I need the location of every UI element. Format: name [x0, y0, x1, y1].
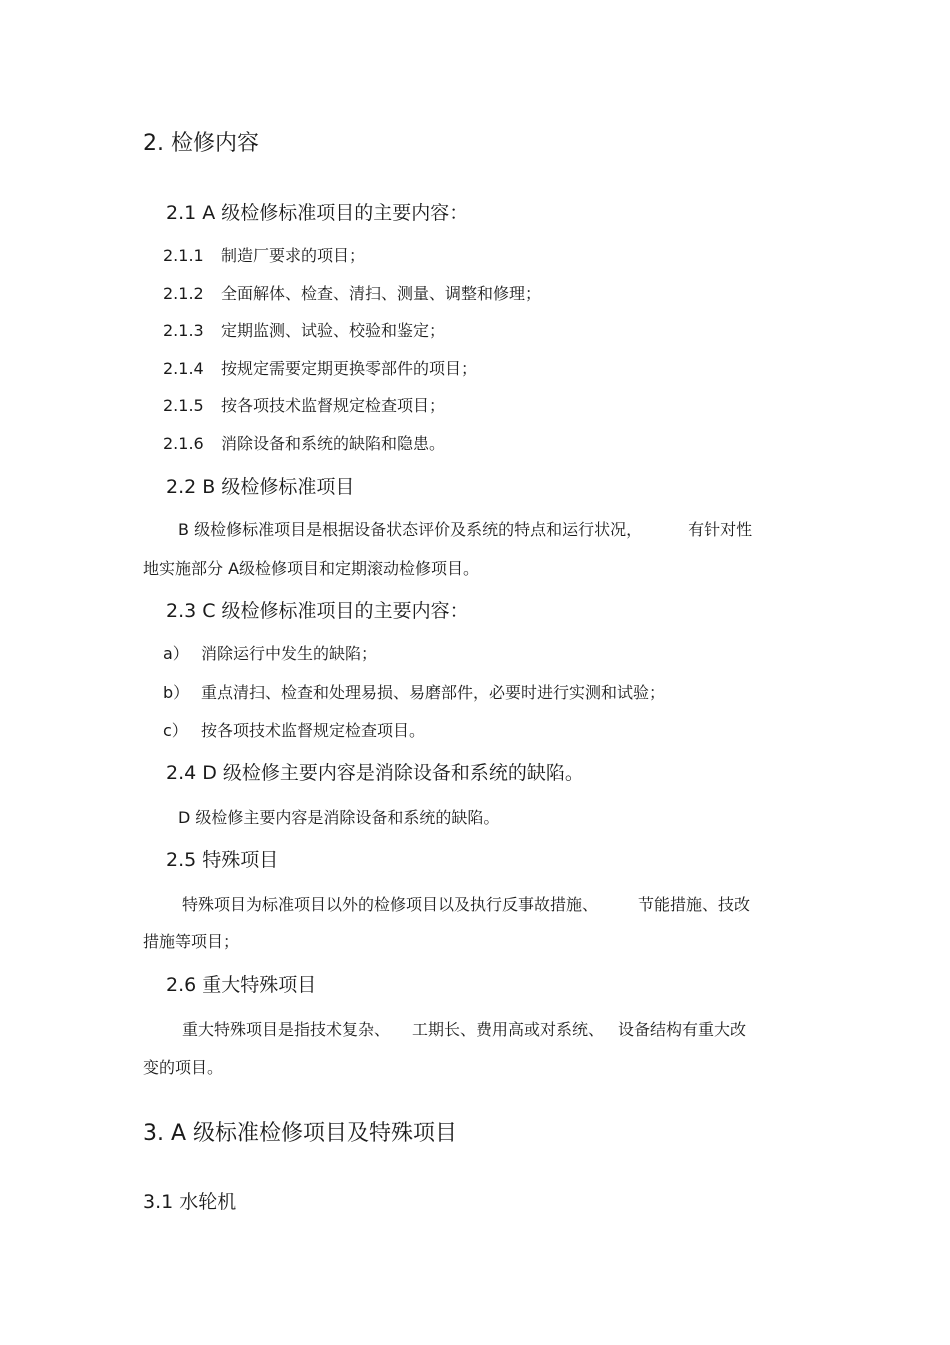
section-2-3-heading: 2.3 C 级检修标准项目的主要内容：	[166, 600, 469, 622]
item-label: b）	[163, 683, 190, 702]
item-text: 按各项技术监督规定检查项目；	[221, 396, 446, 415]
paragraph-text: 重大特殊项目是指技术复杂、	[182, 1020, 391, 1039]
item-label: a）	[163, 644, 189, 663]
item-number: 2.1.2	[163, 284, 204, 303]
section-2-4-heading: 2.4 D 级检修主要内容是消除设备和系统的缺陷。	[166, 762, 584, 784]
section-2-heading: 2. 检修内容	[143, 131, 259, 156]
paragraph-text: 特殊项目为标准项目以外的检修项目以及执行反事故措施、	[182, 895, 599, 914]
paragraph-line	[182, 897, 750, 913]
section-2-5-heading: 2.5 特殊项目	[166, 849, 279, 871]
item-text: 消除设备和系统的缺陷和隐患。	[221, 434, 446, 453]
item-text: 制造厂要求的项目；	[221, 246, 366, 265]
paragraph-text: 工期长、费用高或对系统、	[412, 1020, 605, 1039]
paragraph-text: B 级检修标准项目是根据设备状态评价及系统的特点和运行状况，	[178, 520, 643, 539]
list-item	[163, 436, 445, 452]
paragraph-line: D 级检修主要内容是消除设备和系统的缺陷。	[178, 808, 500, 827]
paragraph-line	[182, 1022, 746, 1038]
section-2-6-heading: 2.6 重大特殊项目	[166, 974, 317, 996]
list-item	[163, 323, 445, 339]
item-text: 定期监测、试验、校验和鉴定；	[221, 321, 446, 340]
item-number: 2.1.3	[163, 321, 204, 340]
item-number: 2.1.5	[163, 396, 204, 415]
paragraph-text: 节能措施、技改	[638, 895, 751, 914]
paragraph-line: 变的项目。	[143, 1058, 224, 1077]
item-text: 按规定需要定期更换零部件的项目；	[221, 359, 478, 378]
list-item	[163, 646, 377, 662]
paragraph-line: 地实施部分 A级检修项目和定期滚动检修项目。	[143, 559, 480, 578]
list-item	[163, 286, 541, 302]
paragraph-text: 有针对性	[688, 520, 753, 539]
section-2-1-heading: 2.1 A 级检修标准项目的主要内容：	[166, 202, 469, 224]
item-text: 按各项技术监督规定检查项目。	[201, 721, 426, 740]
item-number: 2.1.1	[163, 246, 204, 265]
paragraph-line	[178, 522, 752, 538]
section-3-1-heading: 3.1 水轮机	[143, 1191, 237, 1213]
item-number: 2.1.6	[163, 434, 204, 453]
section-3-heading: 3. A 级标准检修项目及特殊项目	[143, 1121, 458, 1146]
item-label: c）	[163, 721, 188, 740]
list-item	[163, 723, 425, 739]
item-text: 全面解体、检查、清扫、测量、调整和修理；	[221, 284, 542, 303]
section-2-2-heading: 2.2 B 级检修标准项目	[166, 476, 355, 498]
item-text: 重点清扫、检查和处理易损、易磨部件，必要时进行实测和试验；	[201, 683, 666, 702]
item-number: 2.1.4	[163, 359, 204, 378]
list-item	[163, 248, 365, 264]
list-item	[163, 685, 665, 701]
list-item	[163, 361, 477, 377]
list-item	[163, 398, 445, 414]
paragraph-text: 设备结构有重大改	[618, 1020, 747, 1039]
item-text: 消除运行中发生的缺陷；	[201, 644, 378, 663]
paragraph-line: 措施等项目；	[143, 932, 240, 951]
